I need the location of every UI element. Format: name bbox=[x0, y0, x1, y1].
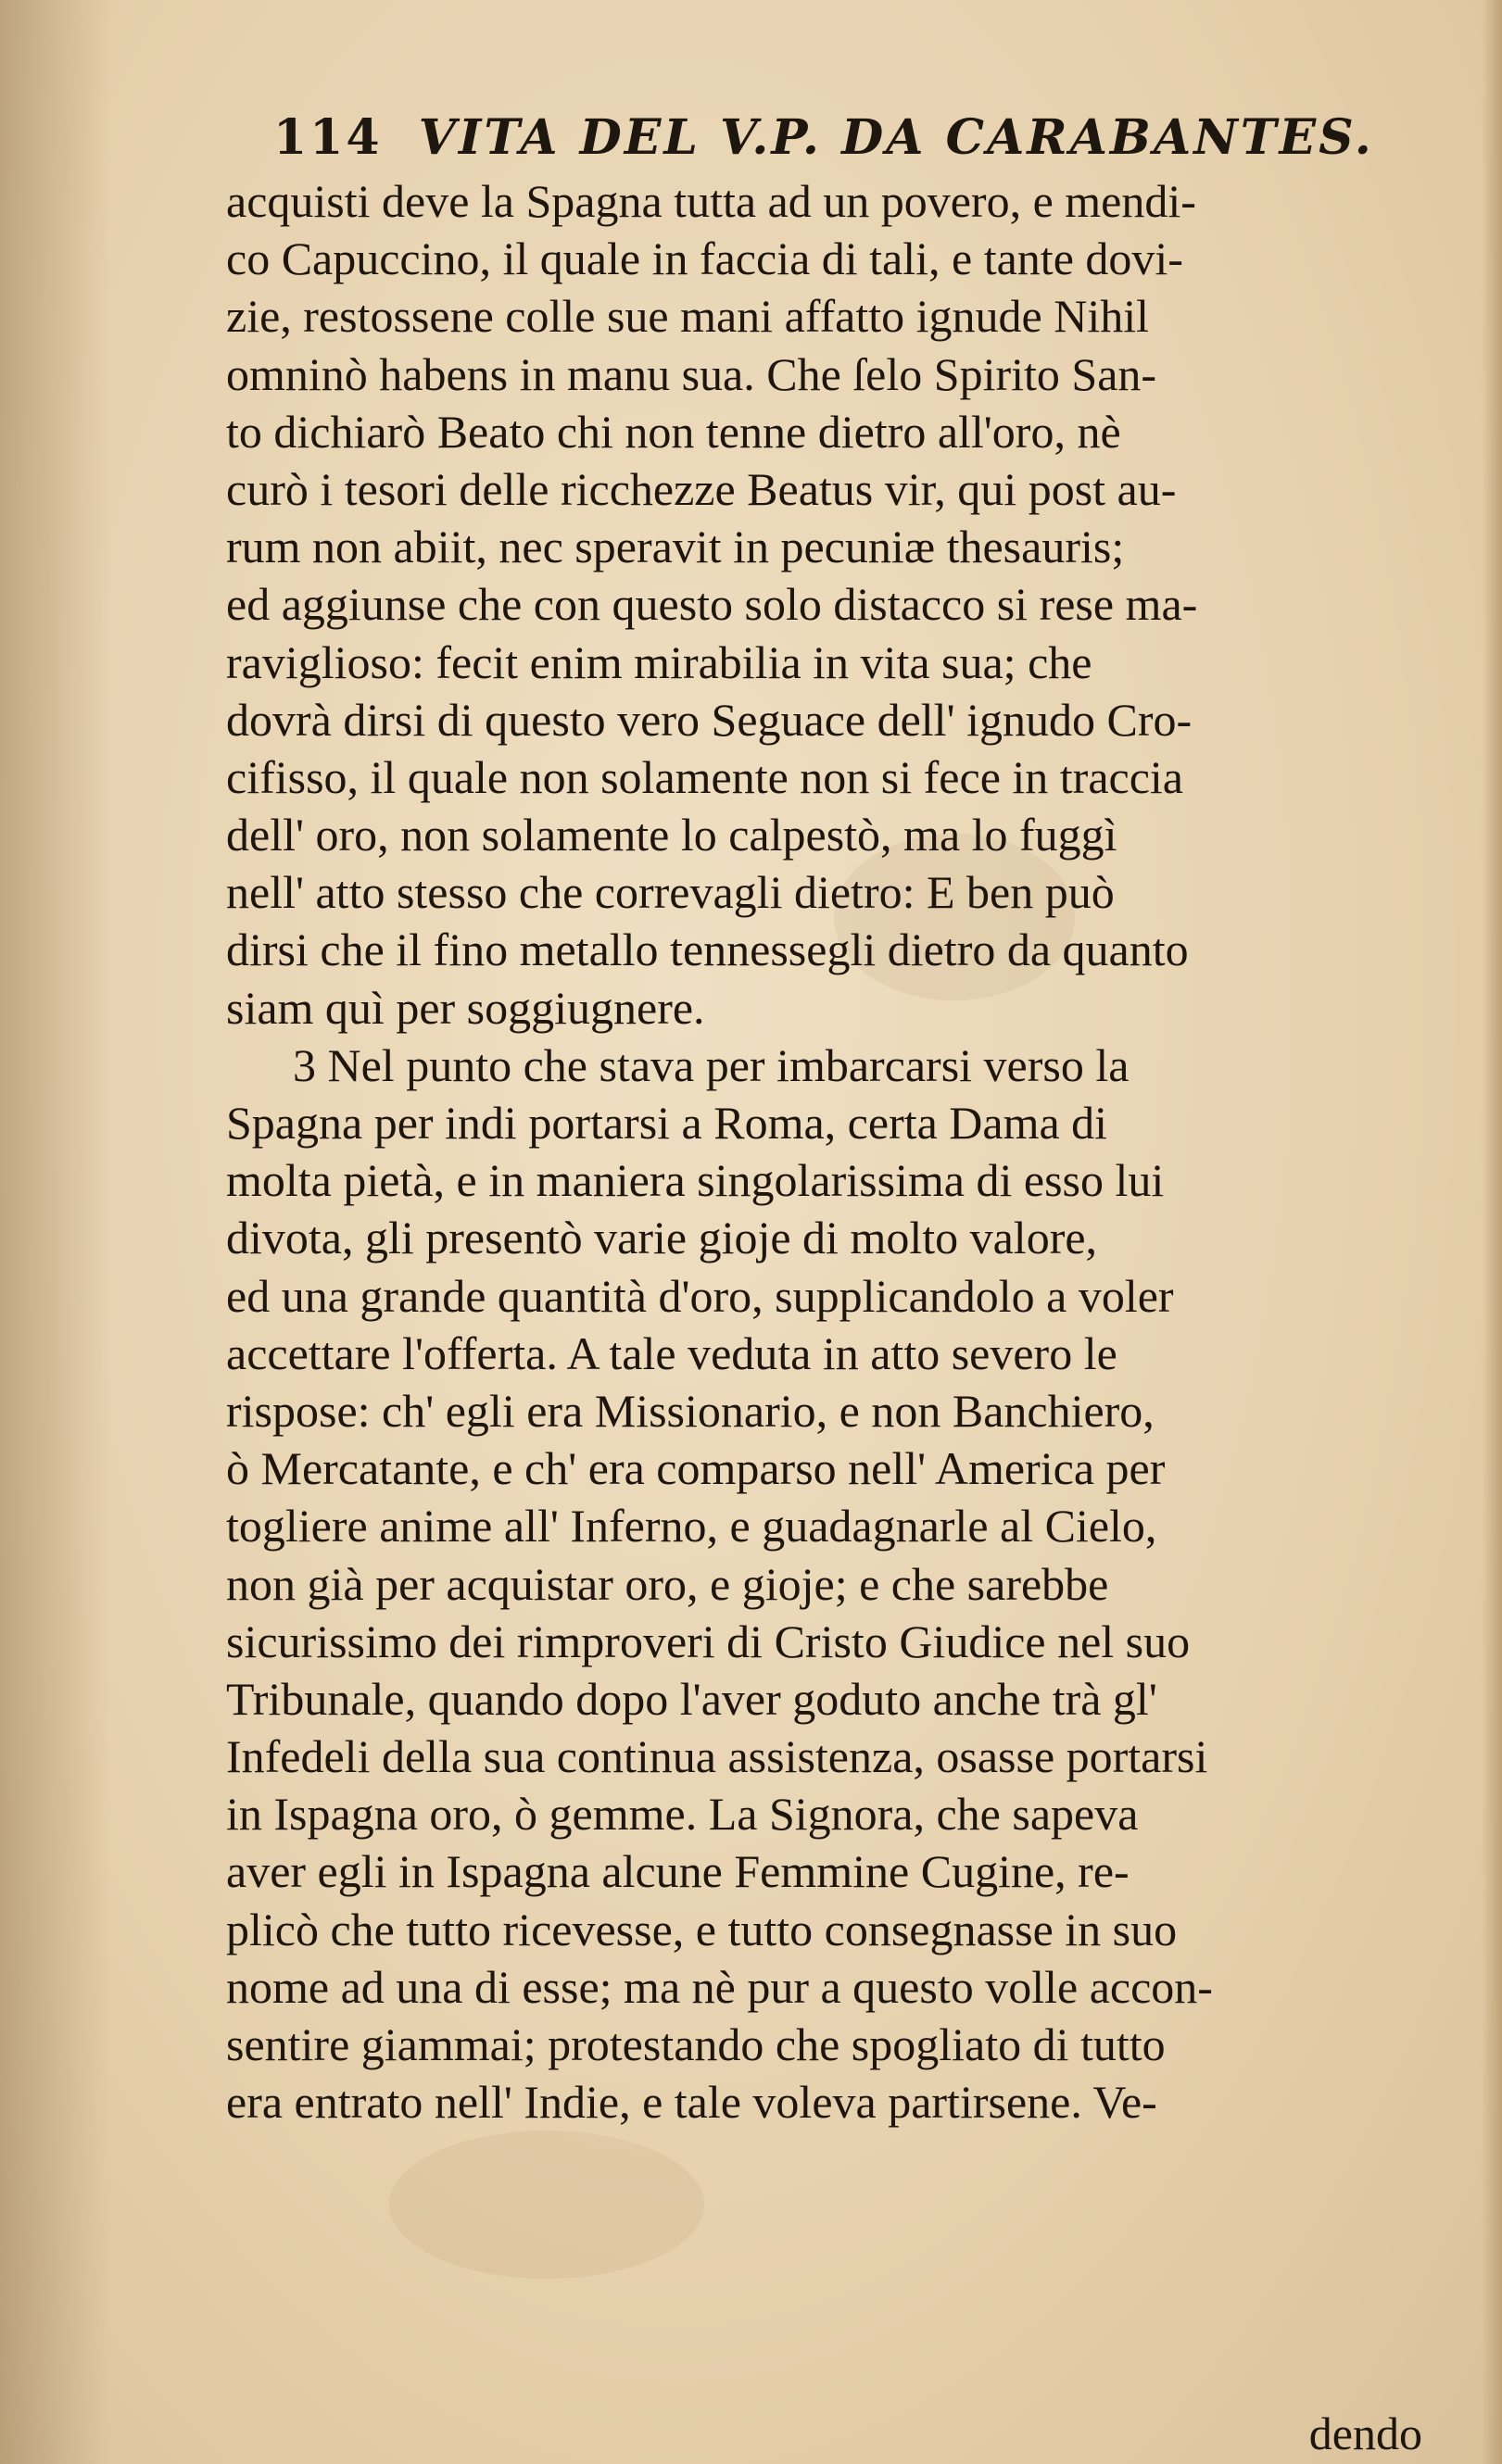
text-line: accettare l'offerta. A tale veduta in atto severo le bbox=[226, 1326, 1117, 1379]
text-line: rum non abiit, nec speravit in pecuniæ thesauris; bbox=[226, 521, 1125, 573]
catchword: dendo bbox=[1308, 2407, 1422, 2459]
text-line: non già per acquistar oro, e gioje; e che sarebbe bbox=[226, 1557, 1109, 1610]
text-line: cifisso, il quale non solamente non si fece in traccia bbox=[226, 750, 1183, 803]
text-line: Spagna per indi portarsi a Roma, certa Dama di bbox=[226, 1097, 1108, 1149]
text-line: 3 Nel punto che stava per imbarcarsi verso la bbox=[293, 1038, 1130, 1091]
text-line: nell' atto stesso che correvagli dietro: E ben può bbox=[226, 866, 1115, 919]
text-line: in Ispagna oro, ò gemme. La Signora, che sapeva bbox=[226, 1788, 1139, 1841]
text-line: molta pietà, e in maniera singolarissima di esso lui bbox=[226, 1154, 1165, 1207]
page-number: 114 bbox=[273, 109, 383, 166]
text-line: sicurissimo dei rimproveri di Cristo Giudice nel suo bbox=[226, 1615, 1191, 1667]
gutter-shadow bbox=[0, 0, 111, 2464]
text-line: curò i tesori delle ricchezze Beatus vir, qui post au- bbox=[226, 462, 1177, 515]
text-line: siam quì per soggiugnere. bbox=[226, 981, 705, 1034]
text-line: acquisti deve la Spagna tutta ad un povero, e mendi- bbox=[226, 175, 1196, 227]
text-line: aver egli in Ispagna alcune Femmine Cugine, re- bbox=[226, 1845, 1130, 1898]
text-line: ed una grande quantità d'oro, supplicandolo a voler bbox=[226, 1269, 1174, 1322]
running-header bbox=[273, 109, 1478, 166]
text-line: dirsi che il fino metallo tennessegli dietro da quanto bbox=[226, 924, 1189, 976]
text-line: co Capuccino, il quale in faccia di tali, e tante dovi- bbox=[226, 233, 1183, 285]
running-title: VITA DEL V.P. DA CARABANTES. bbox=[418, 109, 1374, 166]
text-line: dovrà dirsi di questo vero Seguace dell' ignudo Cro- bbox=[226, 693, 1193, 746]
text-line: nome ad una di esse; ma nè pur a questo volle accon- bbox=[226, 1960, 1213, 2013]
text-line: ed aggiunse che con questo solo distacco si rese ma- bbox=[226, 578, 1198, 631]
text-line: ò Mercatante, e ch' era comparso nell' America per bbox=[226, 1442, 1166, 1495]
text-line: sentire giammai; protestando che spogliato di tutto bbox=[226, 2018, 1166, 2070]
paper-stain bbox=[389, 2131, 704, 2279]
text-line: plicò che tutto ricevesse, e tutto consegnasse in suo bbox=[226, 1903, 1178, 1955]
text-line: zie, restossene colle sue mani affatto ignude Nihil bbox=[226, 290, 1149, 343]
text-line: to dichiarò Beato chi non tenne dietro all'oro, nè bbox=[226, 405, 1121, 458]
text-line: omninò habens in manu sua. Che ſelo Spirito San- bbox=[226, 347, 1157, 400]
text-line: divota, gli presentò varie gioje di molto valore, bbox=[226, 1212, 1098, 1264]
text-line: dell' oro, non solamente lo calpestò, ma lo fuggì bbox=[226, 809, 1117, 861]
text-line: togliere anime all' Inferno, e guadagnarle al Cielo, bbox=[226, 1500, 1157, 1553]
text-line: Infedeli della sua continua assistenza, osasse portarsi bbox=[226, 1730, 1208, 1783]
text-line: Tribunale, quando dopo l'aver goduto anche trà gl' bbox=[226, 1672, 1157, 1725]
page-edge bbox=[1482, 0, 1502, 2464]
text-line: raviglioso: fecit enim mirabilia in vita sua; che bbox=[226, 635, 1092, 688]
text-line: rispose: ch' egli era Missionario, e non Banchiero, bbox=[226, 1384, 1155, 1437]
text-line: era entrato nell' Indie, e tale voleva partirsene. Ve- bbox=[226, 2076, 1157, 2129]
body-text bbox=[226, 172, 1484, 2131]
